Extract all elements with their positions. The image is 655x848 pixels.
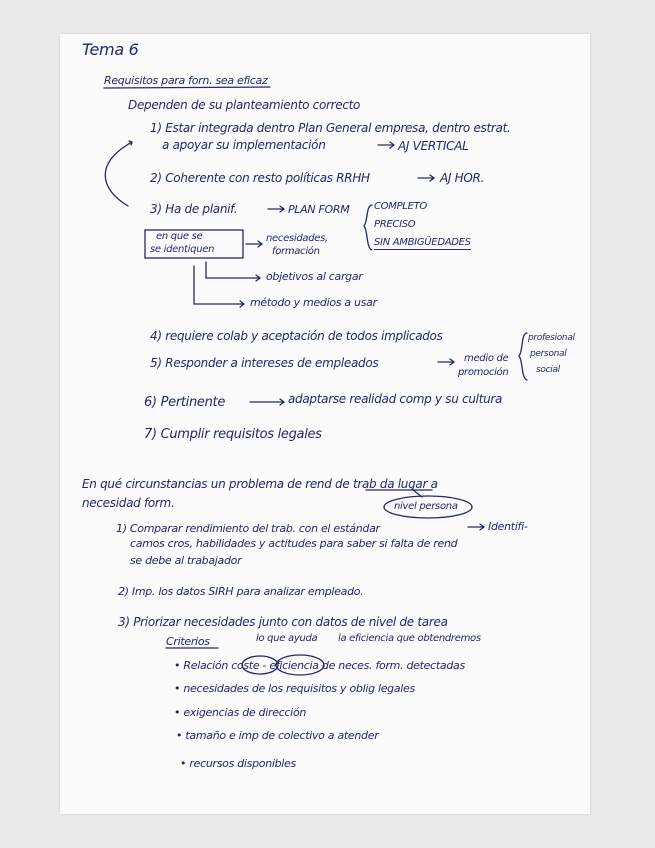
item-6-result: adaptarse realidad comp y su cultura [288, 392, 503, 406]
step-1-line-b: camos cros, habilidades y actitudes para saber si falta de rend [130, 537, 458, 550]
step-1-line-a: 1) Comparar rendimiento del trab. con el estándar [116, 522, 380, 535]
heading-underline [104, 87, 270, 88]
item-5-means-1: medio de [464, 353, 509, 364]
step-2: 2) Imp. los datos SIRH para analizar empleado. [118, 585, 364, 598]
requirements-heading: Requisitos para forn. sea eficaz [104, 74, 268, 87]
connector-1 [206, 262, 260, 281]
item-1-line-b: a apoyar su implementación [162, 138, 326, 152]
box-line-1: en que se [156, 231, 203, 242]
curved-arrow [105, 142, 132, 206]
section-2-line-1: En qué circunstancias un problema de rend de trab da lugar a [82, 477, 438, 491]
step-1-line-c: se debe al trabajador [130, 554, 242, 567]
criterion-3: • exigencias de dirección [174, 706, 307, 719]
step-3: 3) Priorizar necesidades junto con datos de nivel de tarea [118, 615, 448, 629]
item-5-reason-2: personal [530, 349, 567, 359]
sub-objectives: objetivos al cargar [266, 270, 363, 283]
item-5: 5) Responder a intereses de empleados [150, 356, 379, 370]
criterion-1: • Relación coste - eficiencia de neces. form. detectadas [174, 659, 465, 672]
needs-line-1: necesidades, [266, 233, 328, 244]
criteria-label: Criterios [166, 635, 210, 648]
step-1-result: Identifi- [488, 520, 528, 533]
item-5-reason-1: profesional [528, 333, 575, 343]
criterion-5: • recursos disponibles [180, 757, 296, 770]
connector-2 [194, 266, 244, 307]
item-3-plan: PLAN FORM [288, 203, 350, 216]
item-3-quality-3: SIN AMBIGÜEDADES [374, 237, 471, 248]
circled-level: nivel persona [394, 501, 458, 512]
item-4: 4) requiere colab y aceptación de todos implicados [150, 329, 443, 343]
qualities-brace [364, 205, 372, 250]
item-6: 6) Pertinente [144, 395, 226, 410]
item-3-quality-1: COMPLETO [374, 201, 427, 212]
section-2-line-2: necesidad form. [82, 496, 175, 510]
item-1-line-a: 1) Estar integrada dentro Plan General empresa, dentro estrat. [150, 121, 511, 135]
motivation-brace [519, 333, 527, 380]
item-2-result: AJ HOR. [440, 171, 485, 185]
criterion-2: • necesidades de los requisitos y oblig legales [174, 682, 415, 695]
criteria-helps: lo que ayuda [256, 633, 318, 644]
criterion-4: • tamaño e imp de colectivo a atender [176, 729, 379, 742]
intro-line: Dependen de su planteamiento correcto [128, 98, 361, 112]
item-1-result: AJ VERTICAL [398, 139, 469, 153]
sub-method: método y medios a usar [250, 296, 377, 309]
page-title: Tema 6 [82, 40, 139, 59]
item-5-means-2: promoción [458, 367, 509, 378]
item-3-quality-2: PRECISO [374, 219, 416, 230]
needs-line-2: formación [272, 246, 320, 257]
item-5-reason-3: social [536, 365, 560, 375]
item-3: 3) Ha de planif. [150, 202, 238, 216]
box-line-2: se identiquen [150, 244, 215, 255]
criteria-efficiency: la eficiencia que obtendremos [338, 633, 481, 644]
item-7: 7) Cumplir requisitos legales [144, 427, 322, 442]
item-2: 2) Coherente con resto políticas RRHH [150, 171, 370, 185]
